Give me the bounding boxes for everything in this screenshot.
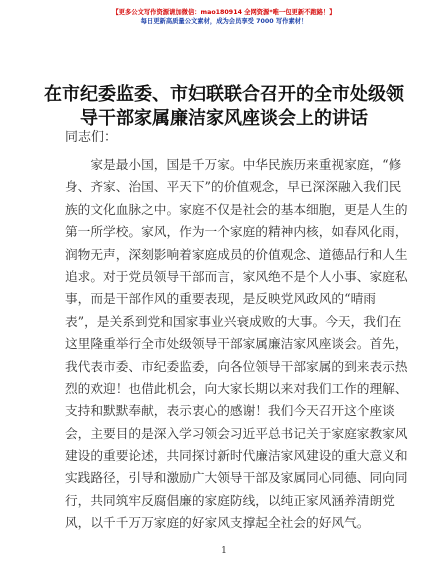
body-line: 风，以千千万万家庭的好家风支撑起全社会的好风气。 xyxy=(65,515,370,531)
body-line: 润物无声，深刻影响着家庭成员的价值观念、道德品行和人生 xyxy=(65,246,408,262)
body-line: 第一所学校。家风，作为一个家庭的精神内核，如春风化雨， xyxy=(65,224,408,240)
body-line: 身、齐家、治国、平天下”的价值观念，早已深深融入我们民 xyxy=(65,179,402,195)
body-line: 我代表市委、市纪委监委，向各位领导干部家属的到来表示热 xyxy=(65,358,408,374)
body-line: 建设的重要论述，共同探讨新时代廉洁家风建设的重大意义和 xyxy=(65,448,408,464)
body-line: 这里隆重举行全市处级领导干部家属廉洁家风座谈会。首先， xyxy=(65,336,408,352)
body-line: 实践路径，引导和激励广大领导干部及家属同心同德、同向同 xyxy=(65,470,408,486)
body-line: 事，而是干部作风的重要表现，是反映党风政风的“晴雨 xyxy=(65,291,376,307)
body-line: 烈的欢迎！也借此机会，向大家长期以来对我们工作的理解、 xyxy=(65,380,408,396)
body-line: 表”，是关系到党和国家事业兴衰成败的大事。今天，我们在 xyxy=(65,313,402,329)
body-line: 支持和默默奉献，表示衷心的感谢！我们今天召开这个座谈 xyxy=(65,403,395,419)
promo-banner xyxy=(0,8,448,26)
salutation: 同志们： xyxy=(65,130,118,145)
body-line: 家是最小国，国是千万家。中华民族历来重视家庭，“修 xyxy=(65,157,402,172)
speech-body xyxy=(65,154,408,535)
document-title xyxy=(40,83,408,131)
promo-banner-line-2: 每日更新高质量公文素材，成为会员享受 7000 写作素材！ xyxy=(140,18,308,25)
body-line: 追求。对于党员领导干部而言，家风绝不是个人小事、家庭私 xyxy=(65,268,408,284)
body-line: 族的文化血脉之中。家庭不仅是社会的基本细胞，更是人生的 xyxy=(65,201,408,217)
body-line: 行，共同筑牢反腐倡廉的家庭防线，以纯正家风涵养清朗党 xyxy=(65,492,395,508)
promo-banner-line-1: 【更多公文写作资源请加微信：mao180914 全网资源*唯一包更新不跑路！】 xyxy=(112,9,336,16)
title-line: 导干部家属廉洁家风座谈会上的讲话 xyxy=(80,108,368,129)
title-line: 在市纪委监委、市妇联联合召开的全市处级领 xyxy=(44,84,404,105)
body-line: 会，主要目的是深入学习领会习近平总书记关于家庭家教家风 xyxy=(65,425,408,441)
page-number: 1 xyxy=(221,546,227,556)
